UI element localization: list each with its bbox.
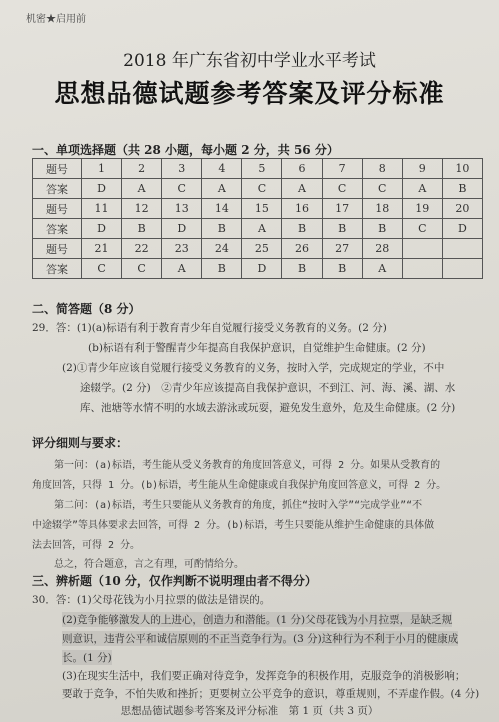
answer-29-line-2: (b)标语有利于警醒青少年提高自我保护意识，自觉维护生命健康。(2 分): [88, 342, 426, 354]
answer-cell: B: [202, 259, 242, 279]
answer-cell: 1: [82, 159, 122, 179]
answer-cell: 16: [282, 199, 322, 219]
row-header-cell: 题号: [33, 159, 82, 179]
row-header-cell: 题号: [33, 239, 82, 259]
answer-cell: 7: [322, 159, 362, 179]
answer-cell: D: [442, 219, 482, 239]
answer-cell: 8: [362, 159, 402, 179]
answer-cell: 20: [442, 199, 482, 219]
answer-cell: B: [282, 259, 322, 279]
answer-30-line-3: 则意识，违背公平和诚信原则的不正当竞争行为。(3 分)这种行为不利于小月的健康成: [62, 633, 459, 645]
answer-cell: B: [322, 219, 362, 239]
answer-cell: 11: [82, 199, 122, 219]
grading-heading: 评分细则与要求：: [32, 436, 129, 450]
answer-cell: [402, 239, 442, 259]
section1-heading: 一、单项选择题（共 28 小题，每小题 2 分，共 56 分）: [32, 143, 339, 157]
answer-cell: A: [162, 259, 202, 279]
answer-cell: [442, 239, 482, 259]
grading-line-2: 角度回答，只得 1 分。(b)标语，考生能从生命健康或自我保护角度回答意义，可得 2 分。: [32, 480, 447, 491]
table-row: [33, 219, 483, 239]
answer-cell: B: [282, 219, 322, 239]
answer-cell: C: [242, 179, 282, 199]
document-title: 思想品德试题参考答案及评分标准: [54, 79, 445, 108]
answer-cell: C: [322, 179, 362, 199]
answer-cell: B: [442, 179, 482, 199]
answer-30-line-1: 30．答：(1)父母花钱为小月拉票的做法是错误的。: [32, 594, 271, 606]
answer-cell: 27: [322, 239, 362, 259]
row-header-cell: 题号: [33, 199, 82, 219]
answer-cell: 2: [122, 159, 162, 179]
answer-cell: [402, 259, 442, 279]
answer-cell: 18: [362, 199, 402, 219]
exam-title: 2018 年广东省初中学业水平考试: [123, 51, 376, 71]
answer-cell: D: [242, 259, 282, 279]
answer-cell: B: [322, 259, 362, 279]
grading-line-6: 总之，符合题意，言之有理，可酌情给分。: [54, 559, 244, 570]
answer-cell: D: [162, 219, 202, 239]
answer-cell: [442, 259, 482, 279]
answer-30-line-6: 要敢于竞争，不怕失败和挫折；更要树立公平竞争的意识，尊重规则，不弄虚作假。(4 分): [62, 688, 480, 700]
answer-cell: 6: [282, 159, 322, 179]
answer-cell: 24: [202, 239, 242, 259]
row-header-cell: 答案: [33, 179, 82, 199]
answer-cell: C: [402, 219, 442, 239]
answer-29-line-3: (2)①青少年应该自觉履行接受义务教育的义务，按时入学，完成规定的学业，不中: [62, 362, 445, 374]
answer-cell: A: [242, 219, 282, 239]
section2-heading: 二、简答题（8 分）: [32, 302, 141, 316]
answer-cell: 5: [242, 159, 282, 179]
answer-cell: 13: [162, 199, 202, 219]
answer-cell: A: [362, 259, 402, 279]
answer-cell: 3: [162, 159, 202, 179]
answer-cell: 23: [162, 239, 202, 259]
answer-cell: 9: [402, 159, 442, 179]
answer-cell: 22: [122, 239, 162, 259]
answer-cell: 17: [322, 199, 362, 219]
answer-30-line-5: (3)在现实生活中，我们要正确对待竞争，发挥竞争的积极作用，克服竞争的消极影响；: [62, 670, 466, 682]
answer-29-line-5: 库、池塘等水情不明的水域去游泳或玩耍，避免发生意外，危及生命健康。(2 分): [80, 402, 456, 414]
answer-cell: D: [82, 179, 122, 199]
answer-cell: C: [162, 179, 202, 199]
answer-cell: B: [202, 219, 242, 239]
answer-table: [32, 158, 483, 279]
answer-cell: A: [402, 179, 442, 199]
table-row: [33, 199, 483, 219]
grading-line-3: 第二问：(a)标语，考生只要能从义务教育的角度，抓住“按时入学”“完成学业”“不: [54, 500, 423, 511]
answer-cell: D: [82, 219, 122, 239]
answer-cell: 25: [242, 239, 282, 259]
answer-cell: C: [362, 179, 402, 199]
row-header-cell: 答案: [33, 259, 82, 279]
answer-30-line-4: 长。(1 分): [62, 652, 112, 664]
table-row: [33, 239, 483, 259]
answer-cell: 21: [82, 239, 122, 259]
answer-cell: 26: [282, 239, 322, 259]
grading-line-4: 中途辍学”等具体要求去回答，可得 2 分。(b)标语，考生只要能从维护生命健康的具体做: [32, 520, 435, 531]
answer-cell: 15: [242, 199, 282, 219]
answer-cell: 10: [442, 159, 482, 179]
confidential-tag: 机密★启用前: [26, 14, 86, 25]
answer-cell: A: [122, 179, 162, 199]
answer-cell: B: [362, 219, 402, 239]
answer-cell: C: [122, 259, 162, 279]
grading-line-5: 法去回答，可得 2 分。: [32, 540, 141, 551]
answer-cell: B: [122, 219, 162, 239]
answer-cell: A: [282, 179, 322, 199]
grading-line-1: 第一问：(a)标语，考生能从受义务教育的角度回答意义，可得 2 分。如果从受教育的: [54, 460, 441, 471]
answer-cell: 4: [202, 159, 242, 179]
answer-30-line-2: (2)竞争能够激发人的上进心，创造力和潜能。(1 分)父母花钱为小月拉票，是缺乏规: [62, 614, 453, 626]
answer-cell: C: [82, 259, 122, 279]
answer-cell: A: [202, 179, 242, 199]
answer-cell: 19: [402, 199, 442, 219]
answer-cell: 12: [122, 199, 162, 219]
section3-heading: 三、辨析题（10 分，仅作判断不说明理由者不得分）: [32, 574, 317, 588]
answer-29-line-4: 途辍学。(2 分) ②青少年应该提高自我保护意识，不到江、河、海、溪、湖、水: [80, 382, 456, 394]
answer-cell: 28: [362, 239, 402, 259]
answer-cell: 14: [202, 199, 242, 219]
answer-29-line-1: 29．答：(1)(a)标语有利于教育青少年自觉履行接受义务教育的义务。(2 分): [32, 322, 387, 334]
row-header-cell: 答案: [33, 219, 82, 239]
table-row: [33, 179, 483, 199]
table-row: [33, 259, 483, 279]
table-row: [33, 159, 483, 179]
page-footer: 思想品德试题参考答案及评分标准 第 1 页（共 3 页）: [120, 705, 379, 717]
